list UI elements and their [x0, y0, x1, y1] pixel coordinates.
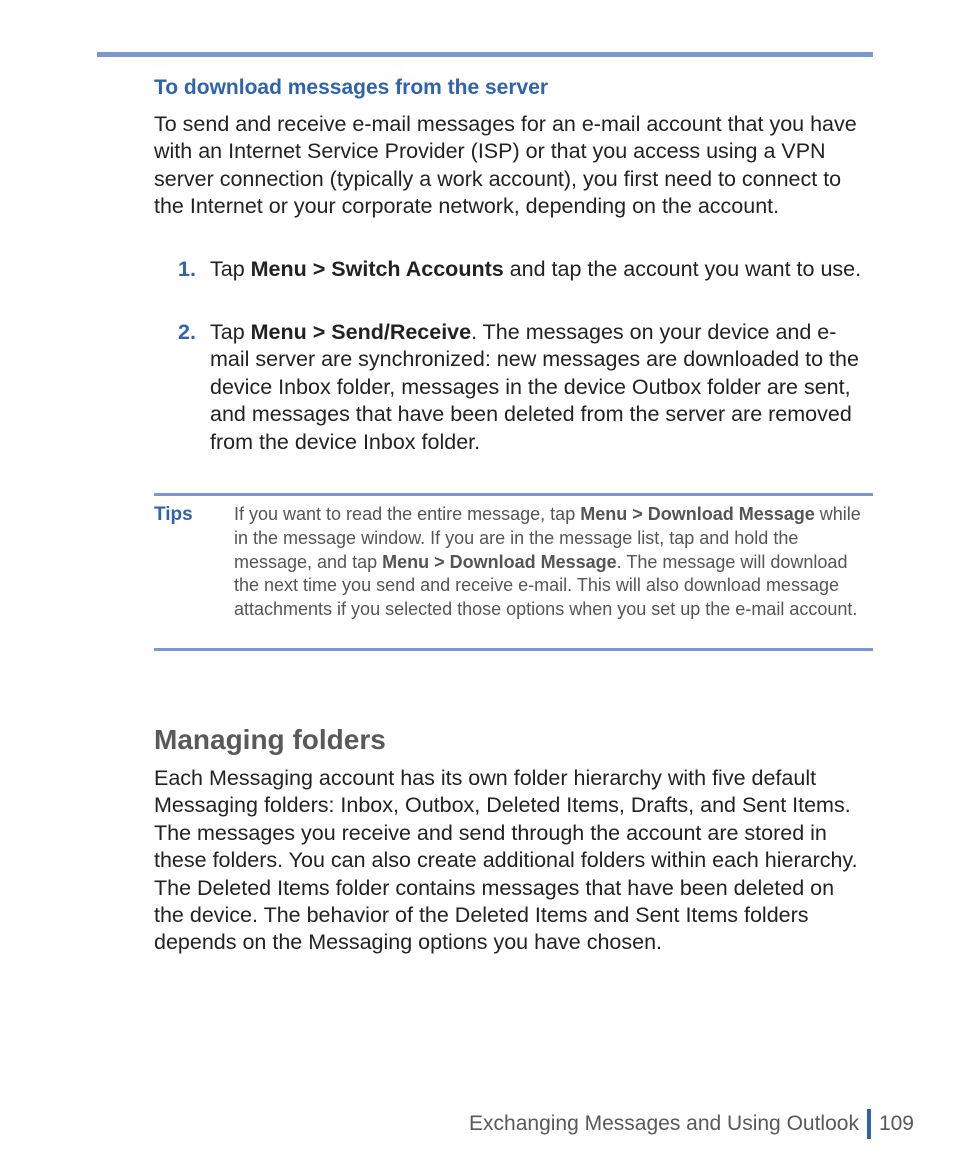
- tips-text-part: . The message will download the next time you send and receive e-mail. This will also download message attachments if you selected those options when you set up the e-mail account.: [234, 551, 858, 620]
- page-footer: [469, 1109, 914, 1139]
- step-menu-path: Menu > Switch Accounts: [250, 257, 504, 281]
- step-2: [178, 319, 868, 459]
- section-title: Managing folders: [154, 724, 386, 755]
- step-text: [210, 319, 870, 456]
- tips-bottom-rule: [154, 648, 873, 651]
- tips-menu-path: Menu > Download Message: [382, 551, 617, 572]
- tips-text: [234, 503, 868, 622]
- section-subheading: To download messages from the server: [154, 76, 549, 99]
- tips-text-part: while in the message window. If you are in the message list, tap and hold the message, and tap: [234, 504, 861, 572]
- page-number: 109: [878, 1112, 914, 1135]
- step-text-suffix: and tap the account you want to use.: [503, 257, 862, 281]
- folders-paragraph: Each Messaging account has its own folder hierarchy with five default Messaging folders: Inbox, Outbox, Deleted Items, Drafts, and Sent Items. The messages you receive and send through the account are stored in these folders. You can also create additional folders within each hierarchy. The Deleted Items folder contains messages that have been deleted on the device. The behavior of the Deleted Items and Sent Items folders depends on the Messaging options you have chosen.: [154, 766, 858, 955]
- step-text-suffix: . The messages on your device and e-mail server are synchronized: new messages are downloaded to the device Inbox folder, messages in the device Outbox folder are sent, and messages that have been deleted from the server are removed from the device Inbox folder.: [210, 320, 859, 454]
- tips-text-part: If you want to read the entire message, tap: [234, 504, 581, 524]
- footer-divider: [867, 1109, 871, 1139]
- step-text-prefix: Tap: [210, 257, 251, 281]
- footer-chapter-title: Exchanging Messages and Using Outlook: [469, 1112, 859, 1135]
- tips-label: Tips: [154, 504, 193, 525]
- tips-top-rule: [154, 493, 873, 496]
- download-intro-paragraph: To send and receive e-mail messages for an e-mail account that you have with an Internet Service Provider (ISP) or that you access using a VPN server connection (typically a work account), you first need to connect to the Internet or your corporate network, depending on the account.: [154, 112, 857, 219]
- step-number: 2.: [178, 320, 196, 344]
- tips-menu-path: Menu > Download Message: [580, 504, 815, 524]
- step-text-prefix: Tap: [210, 320, 251, 344]
- step-text: [210, 256, 870, 283]
- step-number: 1.: [178, 257, 196, 281]
- step-menu-path: Menu > Send/Receive: [250, 320, 472, 344]
- step-1: [178, 256, 868, 312]
- top-rule: [97, 52, 873, 57]
